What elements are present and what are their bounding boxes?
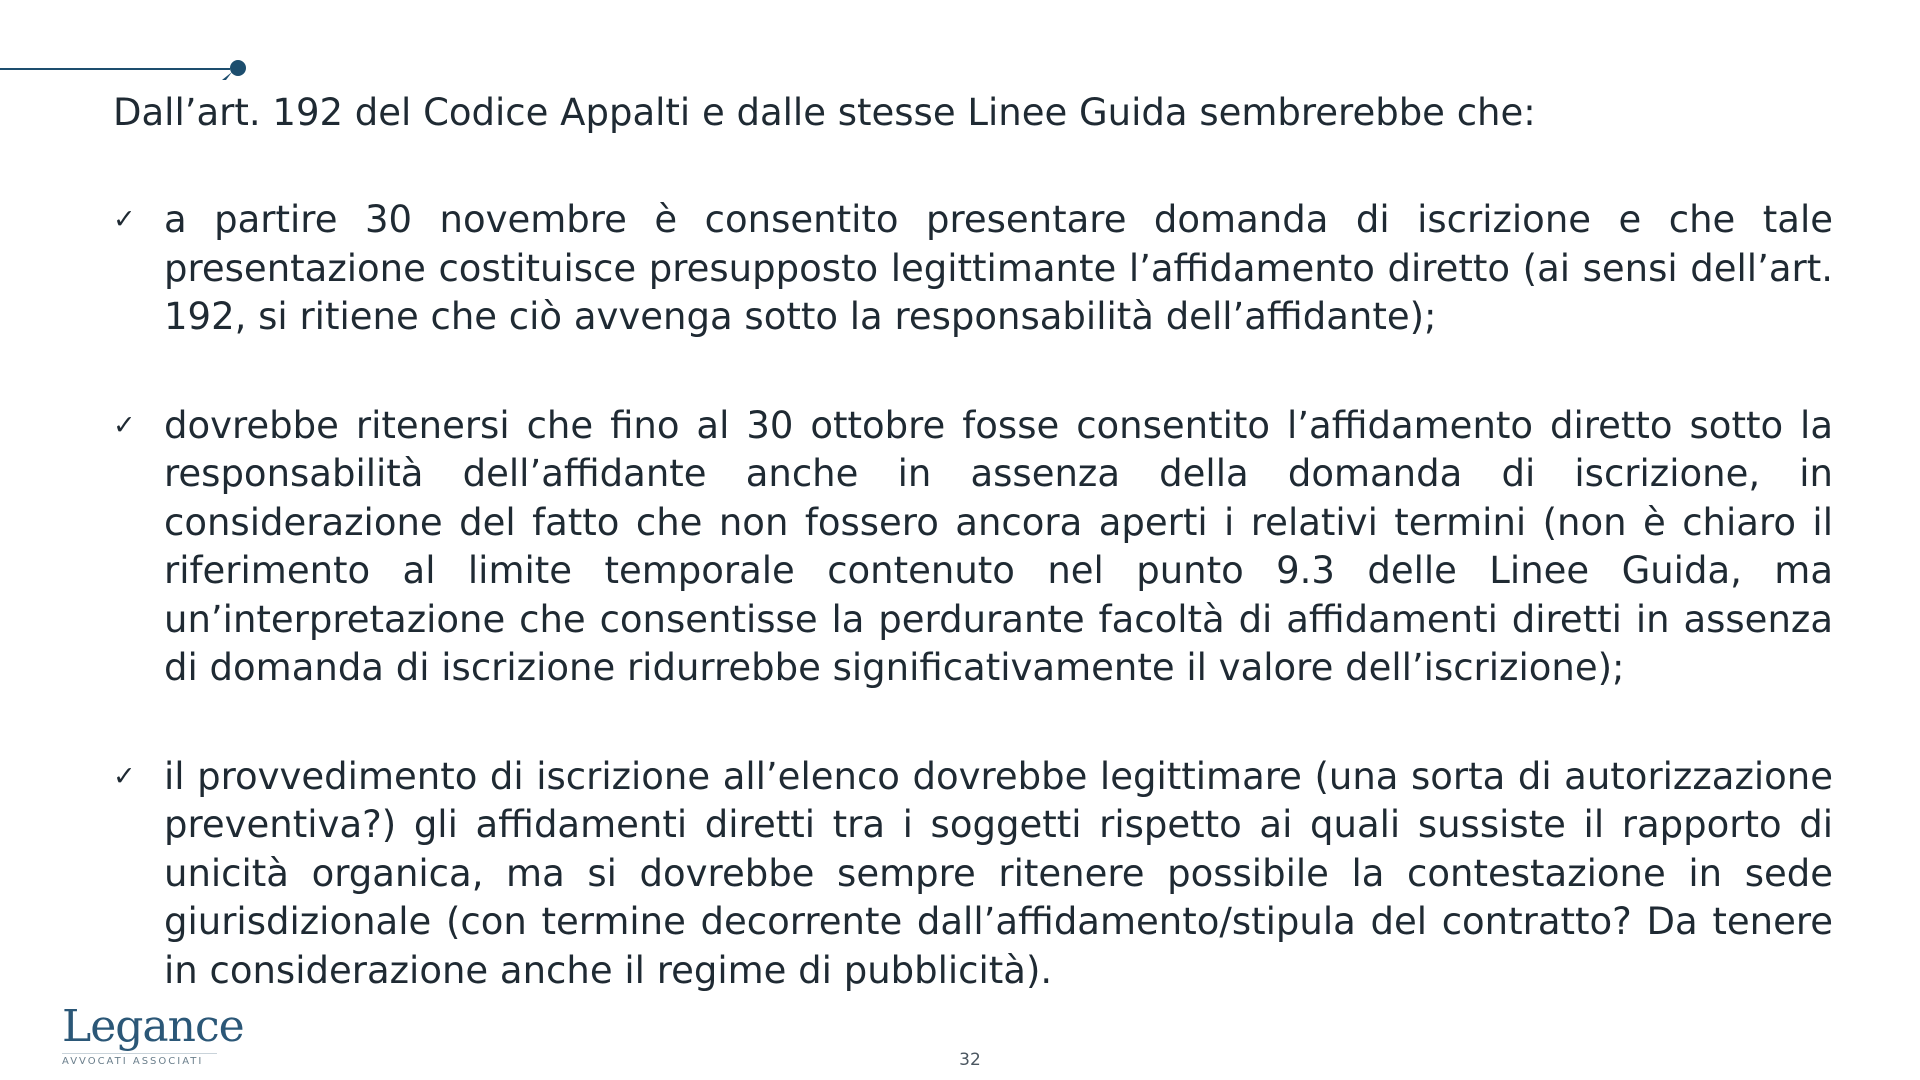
decorative-top-rule (0, 58, 250, 80)
checkmark-icon: ✓ (113, 204, 136, 235)
bullet-text: dovrebbe ritenersi che fino al 30 ottobre fosse consentito l’affidamento diretto sotto la responsabilità dell’affidante anche in assenza della domanda di iscrizione, in considerazione del fatto che non fossero ancora aperti i relativi termini (non è chiaro il riferimento al limite temporale contenuto nel punto 9.3 delle Linee Guida, ma un’interpretazione che consentisse la perdurante facoltà di affidamenti diretti in assenza di domanda di iscrizione ridurrebbe significativamente il valore dell’iscrizione); (164, 403, 1833, 689)
page-number: 32 (959, 1050, 981, 1070)
checkmark-icon: ✓ (113, 760, 136, 792)
list-item (113, 196, 1833, 342)
logo-tagline: AVVOCATI ASSOCIATI (62, 1053, 217, 1067)
legance-logo (62, 1001, 244, 1067)
bullet-list (113, 196, 1833, 1055)
intro-text: Dall’art. 192 del Codice Appalti e dalle stesse Linee Guida sembrerebbe che: (113, 91, 1536, 134)
bullet-text: a partire 30 novembre è consentito presentare domanda di iscrizione e che tale presentazione costituisce presupposto legittimante l’affidamento diretto (ai sensi dell’art. 192, si ritiene che ciò avvenga sotto la responsabilità dell’affidante); (164, 198, 1833, 338)
checkmark-icon: ✓ (113, 409, 136, 441)
bullet-text: il provvedimento di iscrizione all’elenco dovrebbe legittimare (una sorta di autorizzazione preventiva?) gli affidamenti diretti tra i soggetti rispetto ai quali sussiste il rapporto di unicità organica, ma si dovrebbe sempre ritenere possibile la contestazione in sede giurisdizionale (con termine decorrente dall’affidamento/stipula del contratto? Da tenere in considerazione anche il regime di pubblicità). (164, 754, 1833, 992)
logo-wordmark: Legance (62, 1001, 244, 1052)
list-item (113, 753, 1833, 996)
list-item (113, 402, 1833, 693)
